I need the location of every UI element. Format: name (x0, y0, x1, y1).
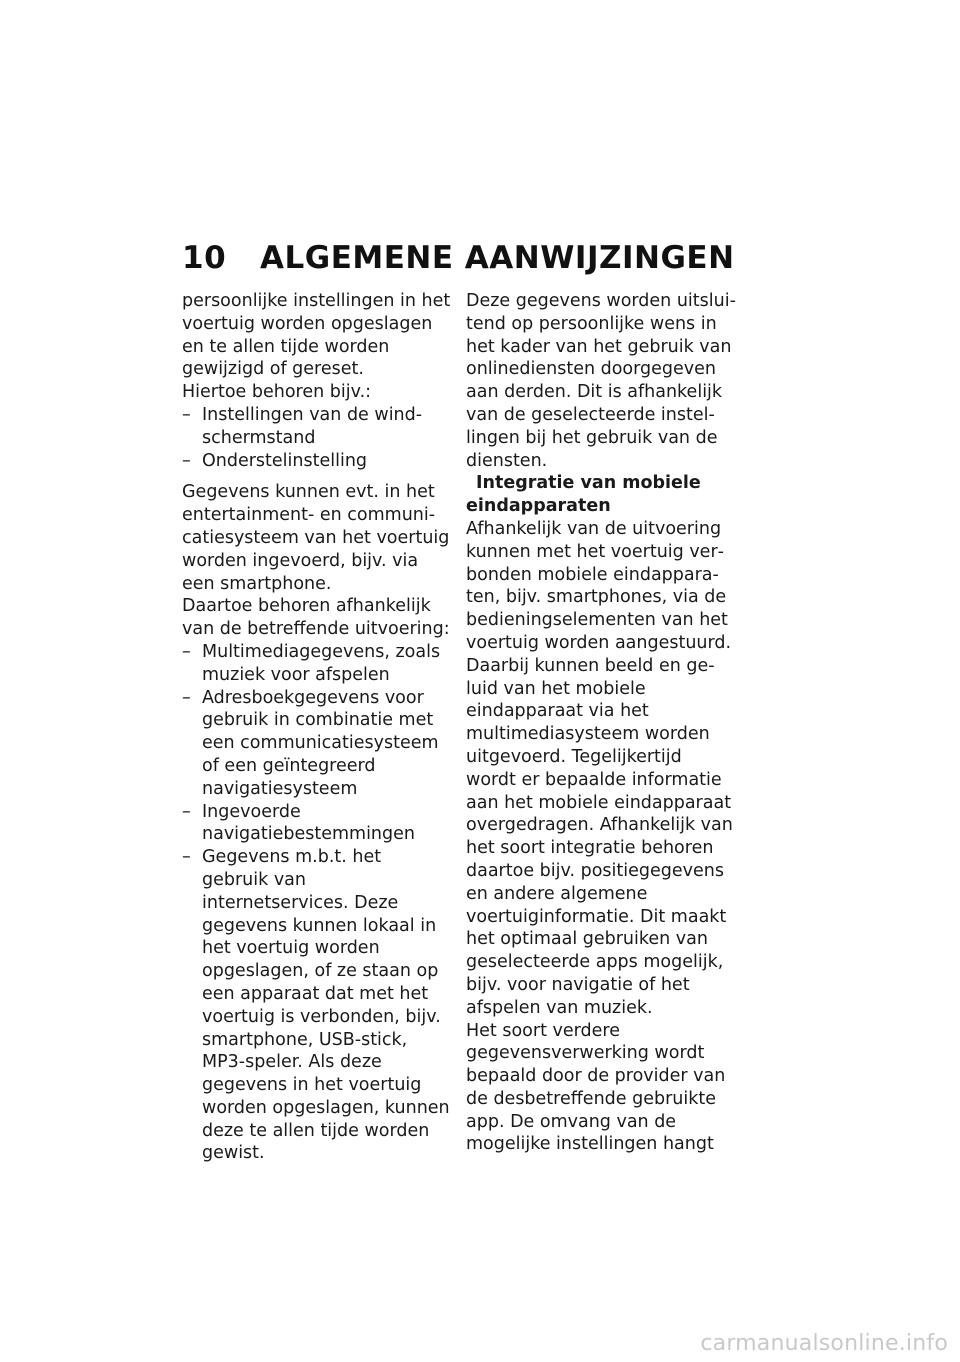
chapter-title: ALGEMENE AANWIJZINGEN (260, 240, 735, 276)
dash-marker: – (182, 687, 191, 708)
dash-marker: – (182, 404, 191, 425)
bullet-list (182, 404, 452, 472)
paragraph: Daartoe behoren afhankelijk van de betreffende uitvoering: (182, 596, 450, 640)
paragraph: persoonlijke instellingen in het voertuig worden opgeslagen en te allen tijde worden gewijzigd of gereset. (182, 291, 451, 380)
watermark: carmanualsonline.info (700, 1331, 948, 1356)
list-item-text: Ingevoerde navigatiebestemmingen (202, 801, 415, 845)
list-item-text: Onderstelinstelling (202, 450, 368, 471)
section-heading (466, 472, 736, 518)
list-item-text: Instellingen van de windschermstand (202, 404, 423, 448)
list-item-text: Gegevens m.b.t. het gebruik van internetservices. Deze gegevens kunnen lokaal in het voertuig worden opgeslagen, of ze staan op een apparaat dat met het voertuig is verbonden, bijv. smartphone, USB-stick, MP3-speler. Als deze gegevens in het voertuig worden opgeslagen, kunnen deze te allen tijde worden gewist. (202, 847, 450, 1164)
dash-marker: – (182, 641, 191, 662)
paragraph: Afhankelijk van de uitvoering kunnen met het voertuig verbonden mobiele eindapparaten, bijv. smartphones, via de bedieningselementen van het voertuig worden aangestuurd. (466, 518, 732, 653)
section-heading-text: Integratie van mobiele eindapparaten (466, 473, 701, 517)
list-item-text: Multimediagegevens, zoals muziek voor afspelen (202, 641, 441, 685)
paragraph: Deze gegevens worden uitsluitend op persoonlijke wens in het kader van het gebruik van onlinediensten doorgegeven aan derden. Dit is afhankelijk van de geselecteerde instellingen bij het gebruik van de diensten. (466, 291, 736, 471)
dash-marker: – (182, 801, 191, 822)
page-header (182, 240, 735, 276)
page-number: 10 (182, 240, 227, 276)
dash-marker: – (182, 450, 191, 471)
dash-marker: – (182, 847, 191, 868)
paragraph: Daarbij kunnen beeld en geluid van het mobiele eindapparaat via het multimediasysteem worden uitgevoerd. Tegelijkertijd wordt er bepaalde informatie aan het mobiele eindapparaat overgedragen. Afhankelijk van het soort integratie behoren daartoe bijv. positiegegevens en andere algemene voertuiginformatie. Dit maakt het optimaal gebruiken van geselecteerde apps mogelijk, bijv. voor navigatie of het afspelen van muziek. (466, 655, 733, 1018)
list-item (182, 687, 452, 801)
list-item-text: Adresboekgegevens voor gebruik in combinatie met een communicatiesysteem of een geïntegreerd navigatiesysteem (202, 687, 439, 799)
list-item (182, 450, 452, 473)
left-column (182, 290, 452, 1165)
list-item (182, 801, 452, 847)
list-item (182, 641, 452, 687)
list-item (182, 846, 452, 1165)
bullet-list (182, 641, 452, 1165)
paragraph: Het soort verdere gegevensverwerking wordt bepaald door de provider van de desbetreffende gebruikte app. De omvang van de mogelijke instellingen hangt (466, 1020, 726, 1155)
right-column (466, 290, 736, 1156)
list-item (182, 404, 452, 450)
paragraph: Hiertoe behoren bijv.: (182, 382, 372, 403)
paragraph: Gegevens kunnen evt. in het entertainment- en communicatiesysteem van het voertuig worden ingevoerd, bijv. via een smartphone. (182, 482, 450, 594)
